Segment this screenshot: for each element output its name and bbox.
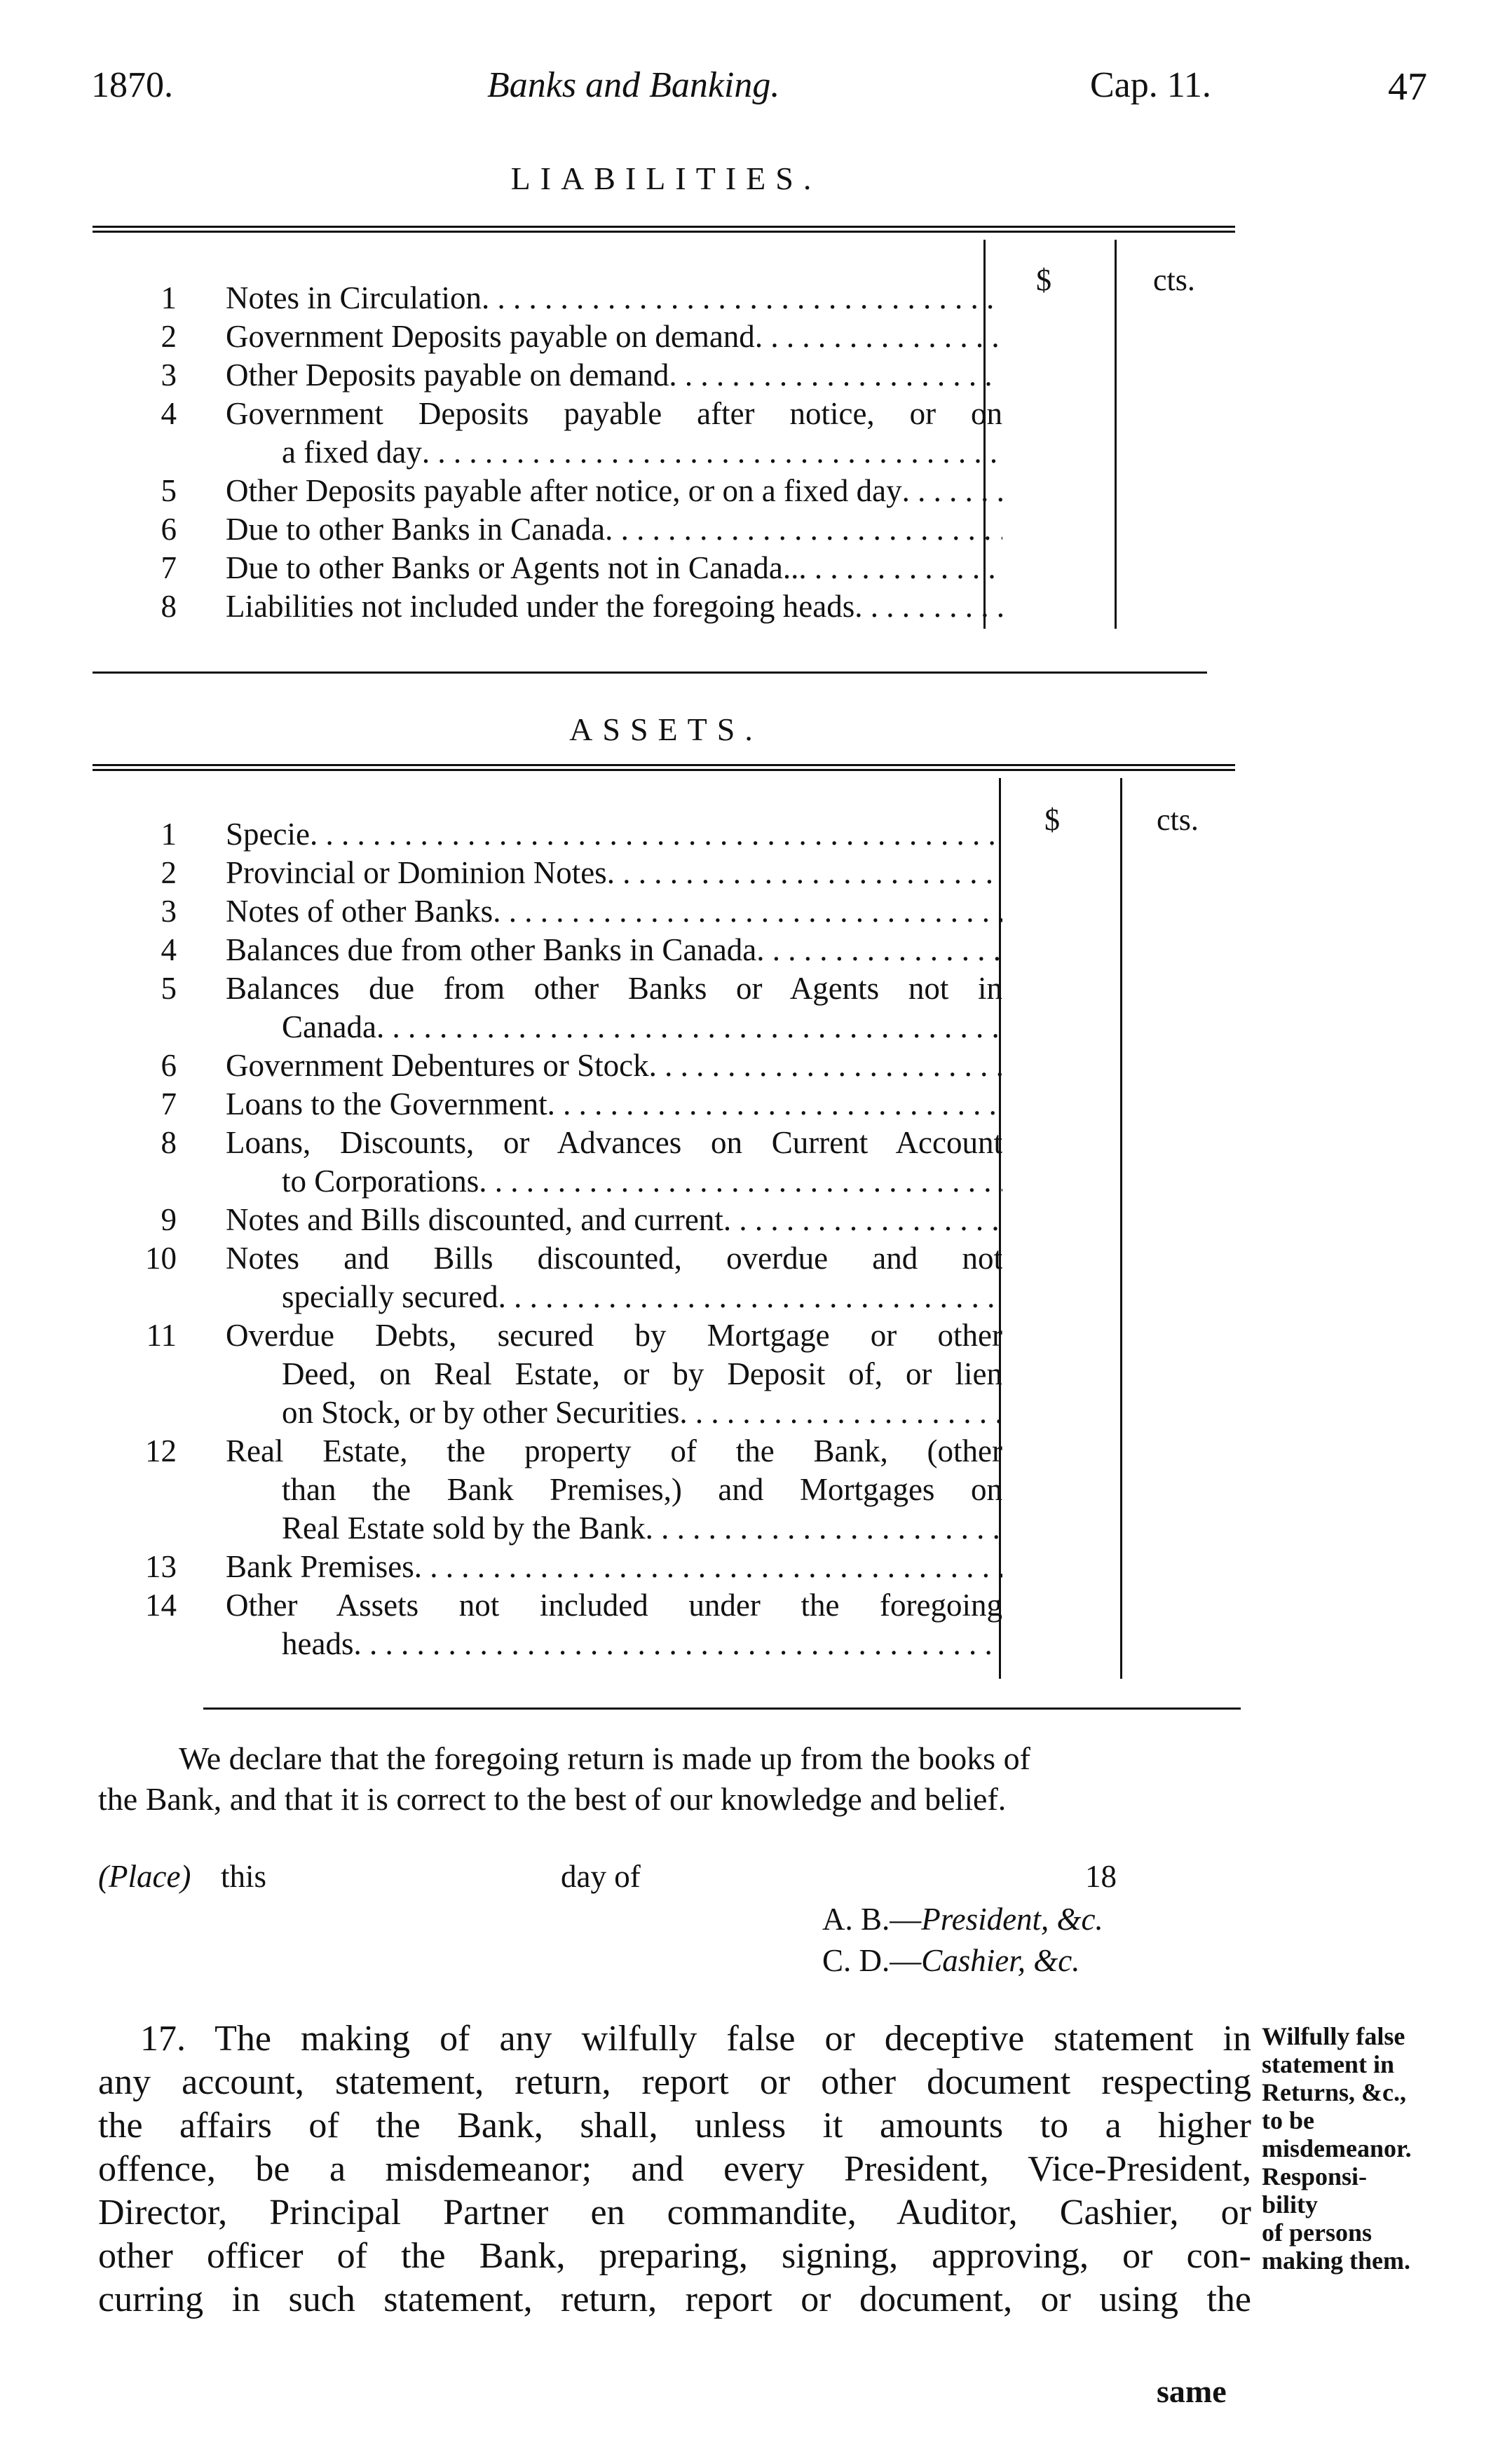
assets-item-label <box>226 1278 1002 1316</box>
section-17-line: offence, be a misdemeanor; and every President, Vice-President, <box>98 2149 1251 2189</box>
assets-top-rule <box>93 764 1235 771</box>
assets-dot-leader <box>547 1085 1002 1124</box>
margin-note-line: statement in <box>1262 2050 1394 2078</box>
liabilities-item-text: Government Deposits payable after notice, or on <box>226 396 1002 431</box>
liabilities-item-number: 4 <box>161 396 177 431</box>
this-label: this <box>221 1859 267 1894</box>
assets-item-text: than the Bank Premises,) and Mortgages on <box>282 1472 1002 1507</box>
assets-item-number: 2 <box>161 855 177 890</box>
assets-item-label <box>226 1471 1002 1509</box>
liabilities-item-text: Other Deposits payable on demand <box>226 357 669 393</box>
assets-item-number <box>98 1393 177 1432</box>
assets-row <box>98 1278 1002 1316</box>
section-17-line: the affairs of the Bank, shall, unless it amounts to a higher <box>98 2106 1251 2146</box>
liabilities-item-number: 8 <box>161 589 177 624</box>
liabilities-item-label <box>226 318 1002 356</box>
declaration-line-1: We declare that the foregoing return is made up from the books of <box>179 1740 1030 1776</box>
liabilities-dot-leader <box>798 549 1002 587</box>
assets-item-text: specially secured <box>282 1279 498 1314</box>
liabilities-item-label <box>226 395 1002 433</box>
liabilities-item-label <box>226 433 1002 472</box>
declaration-paragraph <box>98 1738 1248 1820</box>
assets-row <box>98 931 1002 969</box>
assets-list <box>98 815 1002 1663</box>
assets-dot-leader <box>679 1393 1002 1432</box>
assets-dot-leader <box>646 1509 1002 1548</box>
assets-item-label <box>226 1085 1002 1124</box>
assets-row <box>98 1085 1002 1124</box>
liabilities-row <box>98 356 1002 395</box>
assets-item-label <box>226 1548 1002 1586</box>
assets-item-label <box>226 969 1002 1008</box>
liabilities-item-number: 1 <box>161 280 177 315</box>
liabilities-cents-header: cts. <box>1153 263 1195 297</box>
assets-row <box>98 1432 1002 1471</box>
liabilities-cents-column-line <box>1115 240 1117 629</box>
assets-item-text: Real Estate, the property of the Bank, (other <box>226 1433 1002 1468</box>
margin-note-line: bility <box>1262 2190 1319 2218</box>
assets-row <box>98 1162 1002 1201</box>
assets-item-label <box>226 1316 1002 1355</box>
assets-item-label <box>226 1239 1002 1278</box>
assets-item-text: on Stock, or by other Securities <box>282 1395 680 1430</box>
liabilities-item-number: 6 <box>161 512 177 547</box>
liabilities-dot-leader <box>854 587 1002 626</box>
liabilities-item-number <box>98 433 177 472</box>
assets-item-label <box>226 931 1002 969</box>
liabilities-dollar-header: $ <box>1036 263 1051 297</box>
section-17-line: curring in such statement, return, report or document, or using the <box>98 2279 1251 2319</box>
margin-note-line: misdemeanor. <box>1262 2134 1412 2162</box>
assets-item-label <box>226 1162 1002 1201</box>
assets-row <box>98 1316 1002 1355</box>
assets-dollar-header: $ <box>1044 803 1060 837</box>
liabilities-row <box>98 472 1002 510</box>
liabilities-row <box>98 395 1002 433</box>
liabilities-dot-leader <box>755 318 1002 356</box>
assets-item-label <box>226 1432 1002 1471</box>
president-signature <box>822 1904 1103 1935</box>
liabilities-dot-leader <box>482 279 1002 318</box>
liabilities-bottom-rule <box>93 672 1207 674</box>
assets-row <box>98 892 1002 931</box>
assets-item-number: 1 <box>161 817 177 852</box>
assets-item-number: 4 <box>161 932 177 967</box>
assets-dot-leader <box>376 1008 1002 1047</box>
assets-bottom-rule <box>203 1707 1241 1710</box>
margin-note <box>1262 2022 1472 2275</box>
header-page-number: 47 <box>1388 65 1427 109</box>
liabilities-row <box>98 587 1002 626</box>
assets-item-text: Canada <box>282 1009 376 1044</box>
margin-note-line: Responsi- <box>1262 2162 1368 2190</box>
assets-item-text: Provincial or Dominion Notes <box>226 855 607 890</box>
margin-note-line: Returns, &c., <box>1262 2078 1406 2106</box>
assets-row <box>98 1355 1002 1393</box>
header-year: 1870. <box>91 65 173 105</box>
assets-item-label <box>226 1201 1002 1239</box>
assets-item-number: 14 <box>145 1588 177 1623</box>
liabilities-item-number: 7 <box>161 550 177 585</box>
president-initials: A. B.— <box>822 1902 922 1937</box>
assets-item-text: Specie <box>226 817 310 852</box>
assets-item-text: Notes and Bills discounted, overdue and not <box>226 1241 1002 1276</box>
declaration-line-2: the Bank, and that it is correct to the best of our knowledge and belief. <box>98 1781 1007 1817</box>
day-of-label: day of <box>561 1859 641 1894</box>
assets-row <box>98 1047 1002 1085</box>
liabilities-item-text: a fixed day <box>282 435 422 470</box>
section-17-line: other officer of the Bank, preparing, signing, approving, or con- <box>98 2236 1251 2276</box>
assets-item-text: Other Assets not included under the foregoing <box>226 1588 1002 1623</box>
assets-row <box>98 1239 1002 1278</box>
assets-item-label <box>226 1047 1002 1085</box>
assets-item-text: Bank Premises <box>226 1549 414 1584</box>
assets-item-number <box>98 1008 177 1047</box>
header-chapter: Cap. 11. <box>1090 65 1211 105</box>
assets-item-text: Loans, Discounts, or Advances on Current Account <box>226 1125 1002 1160</box>
assets-item-label <box>226 1625 1002 1663</box>
place-label: (Place) <box>98 1859 191 1894</box>
assets-row <box>98 1625 1002 1663</box>
liabilities-item-number: 3 <box>161 357 177 393</box>
liabilities-dot-leader <box>605 510 1002 549</box>
liabilities-dot-leader <box>422 433 1002 472</box>
assets-dot-leader <box>353 1625 1002 1663</box>
liabilities-item-number: 5 <box>161 473 177 508</box>
assets-item-label <box>226 1509 1002 1548</box>
assets-item-label <box>226 1393 1002 1432</box>
assets-dot-leader <box>607 854 1002 892</box>
assets-row <box>98 1471 1002 1509</box>
assets-item-text: Overdue Debts, secured by Mortgage or other <box>226 1318 1002 1353</box>
liabilities-item-label <box>226 510 1002 549</box>
liabilities-item-text: Due to other Banks in Canada <box>226 512 606 547</box>
assets-item-label <box>226 854 1002 892</box>
assets-row <box>98 1586 1002 1625</box>
section-17-line: any account, statement, return, report or other document respecting <box>98 2062 1251 2102</box>
assets-dot-leader <box>756 931 1002 969</box>
liabilities-item-label <box>226 356 1002 395</box>
assets-item-number <box>98 1509 177 1548</box>
liabilities-item-label <box>226 549 1002 587</box>
assets-dot-leader <box>649 1047 1002 1085</box>
liabilities-item-text: Government Deposits payable on demand <box>226 319 755 354</box>
margin-note-line: of persons <box>1262 2218 1373 2247</box>
assets-row <box>98 1008 1002 1047</box>
assets-item-text: Notes of other Banks <box>226 894 493 929</box>
assets-item-text: Balances due from other Banks or Agents not in <box>226 971 1002 1006</box>
assets-cents-column-line <box>1120 778 1122 1679</box>
assets-dot-leader <box>310 815 1002 854</box>
catchword: same <box>1157 2373 1227 2409</box>
assets-row <box>98 815 1002 854</box>
assets-item-number: 9 <box>161 1202 177 1237</box>
assets-item-number: 8 <box>161 1125 177 1160</box>
assets-dot-leader <box>493 892 1002 931</box>
liabilities-item-text: Due to other Banks or Agents not in Canada.. <box>226 550 799 585</box>
section-17-line: Director, Principal Partner en commandite, Auditor, Cashier, or <box>98 2193 1251 2233</box>
assets-item-label <box>226 1355 1002 1393</box>
assets-item-number <box>98 1625 177 1663</box>
assets-item-text: Notes and Bills discounted, and current <box>226 1202 723 1237</box>
liabilities-row <box>98 279 1002 318</box>
liabilities-item-label <box>226 587 1002 626</box>
cashier-initials: C. D.— <box>822 1943 922 1978</box>
assets-item-number: 10 <box>145 1241 177 1276</box>
liabilities-row <box>98 510 1002 549</box>
assets-dot-leader <box>498 1278 1002 1316</box>
assets-item-label <box>226 1124 1002 1162</box>
assets-item-text: Loans to the Government <box>226 1086 547 1122</box>
assets-dot-leader <box>414 1548 1002 1586</box>
assets-item-text: heads <box>282 1626 354 1661</box>
section-17-line: 17. The making of any wilfully false or deceptive statement in <box>140 2019 1251 2059</box>
liabilities-top-rule <box>93 226 1235 233</box>
president-title: President, &c. <box>921 1902 1103 1937</box>
assets-item-text: Real Estate sold by the Bank <box>282 1511 646 1546</box>
assets-item-text: Deed, on Real Estate, or by Deposit of, or lien <box>282 1356 1002 1391</box>
margin-note-line: Wilfully false <box>1262 2022 1405 2050</box>
assets-item-number: 12 <box>145 1433 177 1468</box>
assets-cents-header: cts. <box>1157 803 1199 837</box>
section-17-paragraph <box>98 2017 1251 2322</box>
assets-dot-leader <box>723 1201 1002 1239</box>
assets-row <box>98 854 1002 892</box>
assets-item-text: Balances due from other Banks in Canada <box>226 932 757 967</box>
assets-row <box>98 969 1002 1008</box>
assets-item-number: 5 <box>161 971 177 1006</box>
assets-item-number <box>98 1278 177 1316</box>
assets-item-number: 13 <box>145 1549 177 1584</box>
assets-dot-leader <box>479 1162 1002 1201</box>
assets-row <box>98 1124 1002 1162</box>
assets-title: ASSETS. <box>569 711 763 747</box>
assets-row <box>98 1393 1002 1432</box>
cashier-title: Cashier, &c. <box>921 1943 1080 1978</box>
liabilities-item-label <box>226 279 1002 318</box>
assets-item-number: 3 <box>161 894 177 929</box>
assets-item-number: 6 <box>161 1048 177 1083</box>
liabilities-item-number: 2 <box>161 319 177 354</box>
assets-item-label <box>226 815 1002 854</box>
margin-note-line: making them. <box>1262 2247 1411 2275</box>
liabilities-row <box>98 549 1002 587</box>
assets-item-label <box>226 1586 1002 1625</box>
liabilities-item-text: Notes in Circulation <box>226 280 482 315</box>
cashier-signature <box>822 1945 1080 1977</box>
margin-note-line: to be <box>1262 2106 1314 2134</box>
liabilities-dot-leader <box>902 472 1002 510</box>
year-prefix: 18 <box>1085 1859 1117 1894</box>
assets-item-number: 11 <box>146 1318 177 1353</box>
liabilities-title: LIABILITIES. <box>510 161 822 196</box>
liabilities-dot-leader <box>669 356 1002 395</box>
assets-row <box>98 1548 1002 1586</box>
assets-row <box>98 1509 1002 1548</box>
liabilities-row <box>98 433 1002 472</box>
liabilities-list <box>98 279 1002 626</box>
liabilities-item-text: Liabilities not included under the foregoing heads <box>226 589 855 624</box>
assets-item-number <box>98 1162 177 1201</box>
assets-row <box>98 1201 1002 1239</box>
liabilities-item-text: Other Deposits payable after notice, or on a fixed day <box>226 473 902 508</box>
assets-item-text: to Corporations <box>282 1164 479 1199</box>
assets-item-label <box>226 1008 1002 1047</box>
liabilities-row <box>98 318 1002 356</box>
assets-item-text: Government Debentures or Stock <box>226 1048 649 1083</box>
header-title: Banks and Banking. <box>487 65 780 105</box>
assets-item-number <box>98 1355 177 1393</box>
assets-item-number: 7 <box>161 1086 177 1122</box>
liabilities-item-label <box>226 472 1002 510</box>
assets-item-label <box>226 892 1002 931</box>
assets-item-number <box>98 1471 177 1509</box>
